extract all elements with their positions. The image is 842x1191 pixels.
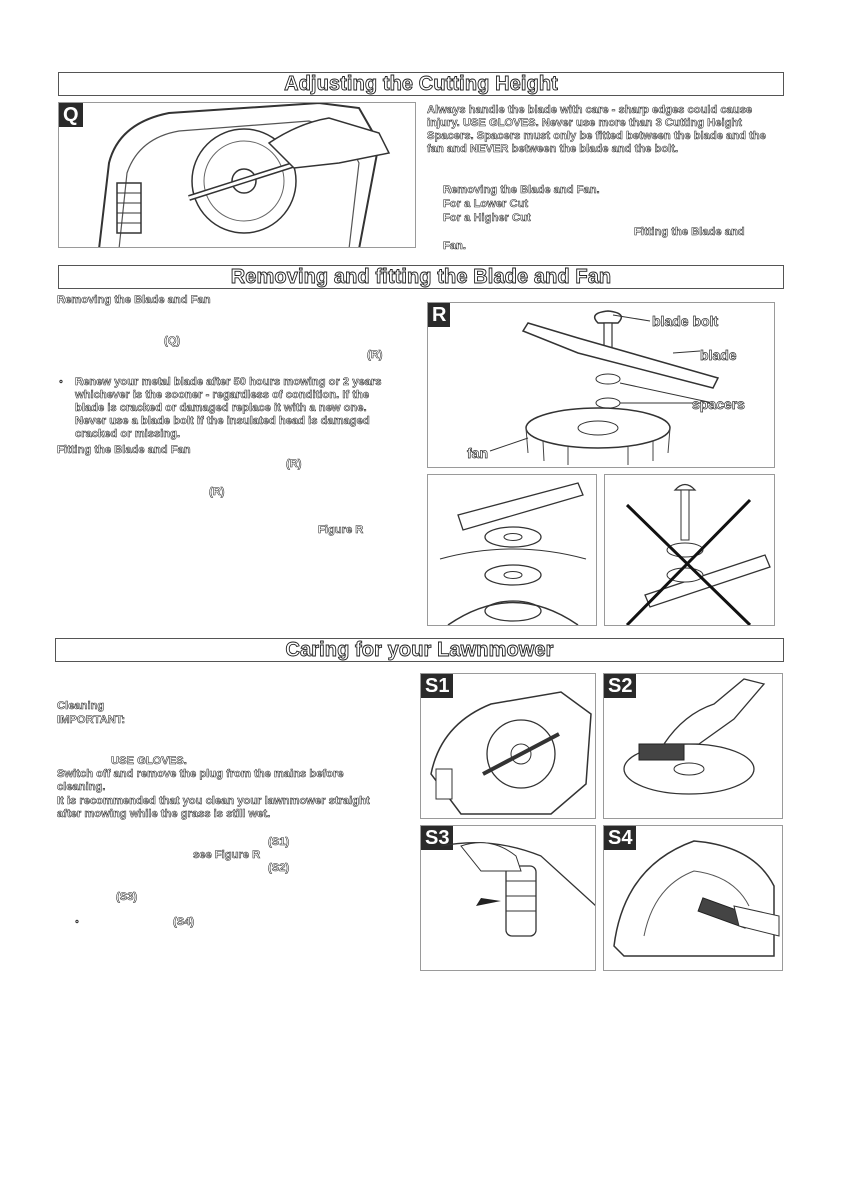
figure-s1 — [420, 673, 596, 819]
heading-cleaning: Cleaning — [57, 700, 105, 712]
figure-tag: S2 — [604, 674, 636, 698]
figure-correct-assembly — [427, 474, 597, 626]
bullet-marker: ◦ — [75, 916, 79, 928]
mower-underside-illustration — [59, 103, 416, 248]
see-figure-r: see Figure R — [193, 849, 261, 861]
line-higher-cut: For a Higher Cut — [443, 212, 531, 224]
label-blade-bolt: blade bolt — [652, 313, 719, 329]
mower-underside-cleaning-illustration — [421, 674, 596, 819]
figure-tag: S4 — [604, 826, 636, 850]
section-title: Removing and fitting the Blade and Fan — [230, 266, 612, 288]
figure-tag: S3 — [421, 826, 453, 850]
figure-q — [58, 102, 416, 248]
section1-paragraph: Always handle the blade with care - sharp edges could cause injury. USE GLOVES. Never use more than 3 Cutting Height Spacers. Spacers must only be fitted between the blade and the fan and NEVER between the blade and the bolt. — [427, 104, 766, 155]
section-title: Adjusting the Cutting Height — [284, 73, 558, 95]
figure-s2 — [603, 673, 783, 819]
ref-r: (R) — [286, 458, 302, 470]
label-important: IMPORTANT: — [57, 714, 126, 726]
bullet-marker: ◦ — [59, 376, 63, 388]
section-banner-blade-fan — [58, 265, 784, 289]
figure-tag: Q — [59, 103, 83, 127]
ref-s2: (S2) — [268, 862, 290, 874]
figure-incorrect-assembly — [604, 474, 775, 626]
ref-r: (R) — [367, 349, 383, 361]
removing-spacers-illustration — [421, 826, 596, 971]
use-gloves: USE GLOVES. — [111, 755, 187, 767]
blade-fan-exploded-illustration — [428, 303, 775, 468]
label-fan: fan — [467, 445, 488, 461]
ref-r: (R) — [209, 486, 225, 498]
figure-tag: S1 — [421, 674, 453, 698]
ref-s3: (S3) — [116, 891, 138, 903]
heading-fitting-blade-fan: Fitting the Blade and Fan — [57, 444, 191, 456]
brushing-fan-illustration — [604, 674, 783, 819]
line-lower-cut: For a Lower Cut — [443, 198, 529, 210]
ref-q: (Q) — [164, 335, 181, 347]
correct-spacer-stack-illustration — [428, 475, 597, 626]
label-blade: blade — [700, 347, 737, 363]
switch-off-warning: Switch off and remove the plug from the mains before cleaning. — [57, 768, 344, 793]
label-spacers: spacers — [692, 396, 745, 412]
incorrect-spacer-stack-illustration — [605, 475, 775, 626]
ref-s4: (S4) — [173, 916, 195, 928]
section-banner-cutting-height — [58, 72, 784, 96]
ref-figure-r: Figure R — [318, 524, 364, 536]
line-removing-blade: Removing the Blade and Fan. — [443, 184, 600, 196]
section-banner-caring — [55, 638, 784, 662]
figure-r — [427, 302, 775, 468]
figure-s3 — [420, 825, 596, 971]
line-fitting-blade: Fitting the Blade and — [634, 226, 745, 238]
figure-s4 — [603, 825, 783, 971]
clean-recommendation: It is recommended that you clean your lawnmower straight after mowing while the grass is still wet. — [57, 795, 370, 820]
ref-s1: (S1) — [268, 836, 290, 848]
bullet-renew-blade: Renew your metal blade after 50 hours mowing or 2 years whichever is the sooner - regardless of condition. If the blade is cracked or damaged replace it with a new one. Never use a blade bolt if the insulated head is damaged cracked or missing. — [75, 376, 382, 440]
line-fan: Fan. — [443, 240, 466, 252]
section-title: Caring for your Lawnmower — [285, 639, 554, 661]
heading-removing-blade-fan: Removing the Blade and Fan — [57, 294, 211, 306]
figure-tag: R — [428, 303, 450, 327]
cleaning-vents-illustration — [604, 826, 783, 971]
